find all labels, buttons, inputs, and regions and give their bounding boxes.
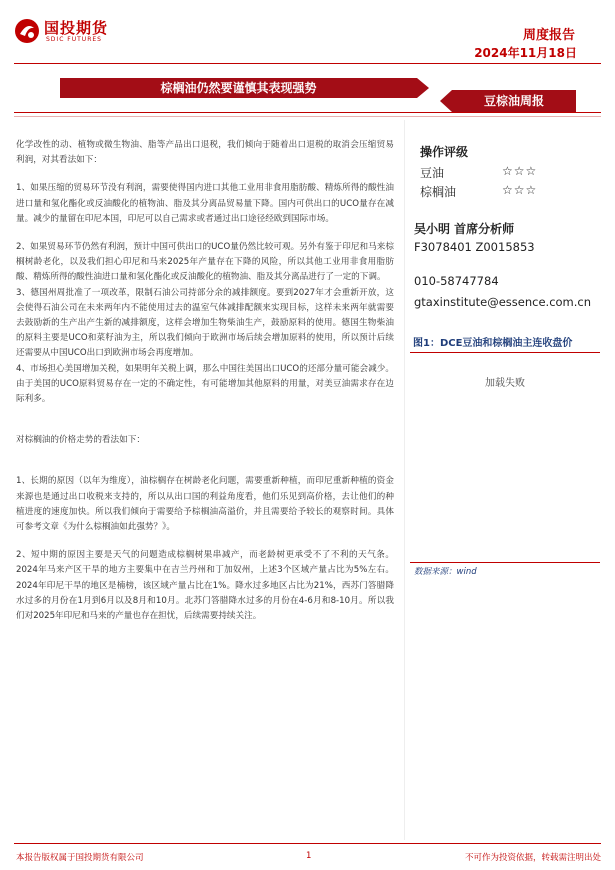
analyst-name: 吴小明 首席分析师: [414, 222, 515, 236]
figure-placeholder: [410, 356, 600, 560]
footer-divider: [14, 843, 601, 844]
company-logo-icon: [14, 18, 40, 44]
footer-disclaimer: 不可作为投资依据，转载需注明出处: [464, 853, 601, 863]
rating-stars-icon: ☆☆☆: [502, 164, 538, 178]
rating-name: 棕榈油: [420, 185, 457, 199]
paragraph: 3、德国州周批准了一项改革，限制石油公司持部分余的减排额度。要到2027年才会重新开放，这会使得石油公司在未来两年内不能使用过去的温室气体减排配额来实现目标，这样未来两年就需要去鼓励新的生产出产生新的减排额度，这样会增加生物柴油生产，鼓励原料的使用。德国生物柴油的原料主要是UCO和菜籽油为主，所以我们倾向于欧洲市场后续会增加原料的使用，所以预计后续还需要从中国UCO出口到欧洲市场会再度增加。: [16, 287, 394, 359]
analyst-certificates: F3078401 Z0015853: [414, 240, 535, 254]
rating-row-palm-oil: [420, 183, 550, 200]
title-divider-thin: [14, 116, 601, 117]
column-divider: [404, 120, 405, 840]
main-text: [16, 138, 394, 637]
paragraph: 2、如果贸易环节仍然有利润，预计中国可供出口的UCO量仍然比较可观。另外有鉴于印尼和马来棕榈树龄老化，以及我们担心印尼和马来2025年产量存在下降的风险，所以其他工业用非食用脂肪酸、精炼所得的酸性油进口量和氢化酯化或反油酸化的植物油、脂及其分离品进行了一定的下调。: [16, 242, 394, 283]
company-name-en: SDIC FUTURES: [46, 36, 102, 43]
page-number: 1: [306, 851, 312, 861]
analyst-phone: 010-58747784: [414, 274, 499, 288]
analyst-email: gtaxinstitute@essence.com.cn: [414, 295, 592, 309]
paragraph: 化学改性的动、植物或微生物油、脂等产品出口退税，我们倾向于随着出口退税的取消会压缩贸易利润，对其看法如下：: [16, 140, 394, 166]
column-tab: 豆棕油周报: [452, 90, 576, 112]
data-source: 数据来源：wind: [414, 567, 477, 577]
figure-load-failed-text: 加载失败: [485, 378, 525, 389]
paragraph: 对棕榈油的价格走势的看法如下：: [16, 435, 145, 446]
paragraph: 4、市场担心美国增加关税，如果明年关税上调，那么中国往美国出口UCO的还部分量可能会减少。由于美国的UCO原料贸易存在一定的不确定性，有可能增加其他原料的用量，对美豆油需求存在边际利多。: [16, 363, 394, 405]
rating-row-soybean-oil: [420, 164, 550, 181]
figure-title: 图1：DCE豆油和棕榈油主连收盘价: [413, 338, 573, 349]
footer-copyright: 本报告版权属于国投期货有限公司: [16, 853, 144, 863]
paragraph: 1、如果压缩的贸易环节没有利润，需要使得国内进口其他工业用非食用脂肪酸、精炼所得的酸性油进口量和氢化酯化或反油酸化的植物油、脂及其分离品贸易量下降。国内可供出口的UCO量存在减量。减少的量留在印尼本国，印尼可以自己需求或者通过出口途径经欧到国际市场。: [16, 183, 394, 224]
company-name: 国投期货: [44, 19, 109, 37]
header-divider: [14, 63, 601, 64]
report-date: 2024年11月18日: [474, 46, 577, 60]
rating-title: 操作评级: [420, 145, 469, 159]
report-title: 棕榈油仍然要谨慎其表现强势: [60, 78, 417, 98]
paragraph: 1、长期的原因（以年为维度），油棕榈存在树龄老化问题，需要重新种植，而印尼重新种植的资金来源也是通过出口收税来支持的，所以从出口国的利益角度看，他们乐见到高价格，去让他们的种植进度的速度加快。所以我们倾向于需要给予棕榈油高溢价，并且需要给予较长的观察时间。具体可参考文章《为什么棕榈油如此强势？》。: [16, 476, 394, 533]
figure-bottom-rule: [410, 562, 600, 563]
figure-top-rule: [410, 352, 600, 353]
title-divider: [14, 112, 601, 113]
paragraph: 2、短中期的原因主要是天气的问题造成棕榈树果串减产，而老龄树更承受不了不利的天气条。2024年马来产区干旱的地方主要集中在吉兰丹州和丁加奴州，上述3个区域产量占比为5%左右。2024年印尼干旱的地区是楠榜，该区域产量占比在1%。降水过多地区占比为21%，西苏门答腊降水过多的月份在1月到6月以及8月和10月。北苏门答腊降水过多的月份在4-6月和8-10月。所以我们对2025年印尼和马来的产量也存在担忧，后续需要持续关注。: [16, 550, 394, 622]
rating-name: 豆油: [420, 166, 445, 180]
report-type: 周度报告: [522, 28, 575, 43]
rating-stars-icon: ☆☆☆: [502, 183, 538, 197]
